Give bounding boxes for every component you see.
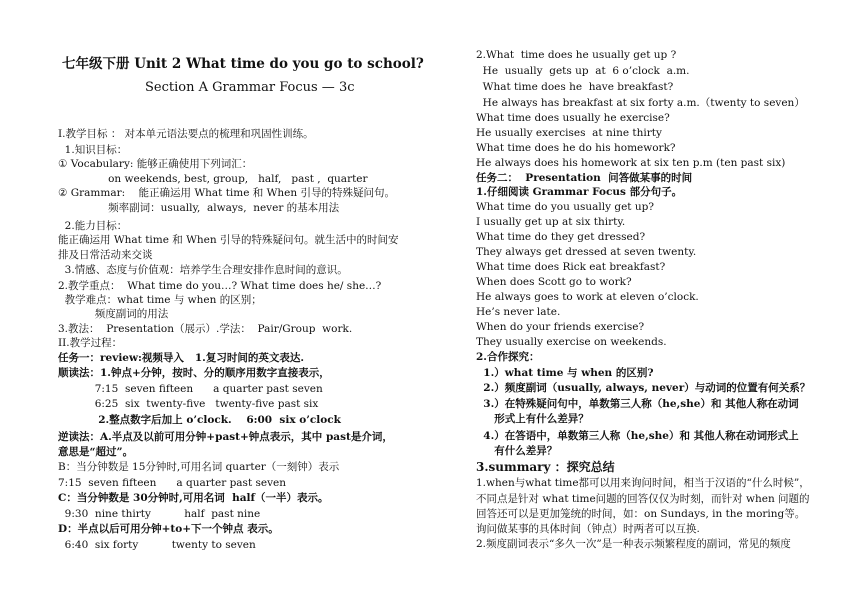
right-line-32: 2.频度副词表示“多久一次”是一种表示频繁程度的副词，常见的频度 [476, 538, 791, 550]
right-line-7: He always does his homework at six ten p.m (ten past six) [476, 157, 786, 169]
right-line-25: 4.）在答语中，单数第三人称（he,she）和 其他人称在动词形式上 [476, 430, 799, 442]
right-line-27: 3.summary ：探究总结 [476, 460, 615, 474]
left-line-5: 频率副词：usually, always, never 的基本用法 [58, 202, 340, 214]
left-line-14: II.教学过程： [58, 337, 123, 349]
left-line-16: 顺读法：1.钟点+分钟，按时、分的顺序用数字直接表示， [58, 367, 330, 379]
left-line-9: 3.情感、态度与价值观：培养学生合理安排作息时间的意识。 [58, 264, 348, 276]
left-line-20: 逆读法：A.半点及以前可用分钟+past+钟点表示，其中 past是介词， [58, 431, 393, 443]
left-line-21: 意思是“超过”。 [58, 446, 134, 458]
right-line-23: 3.）在特殊疑问句中，单数第三人称（he,she）和 其他人称在动词 [476, 398, 799, 410]
right-line-17: He’s never late. [476, 306, 561, 318]
right-line-22: 2.）频度副词（usually, always, never）与动词的位置有何关系？ [476, 382, 811, 394]
left-line-7: 能正确运用 What time 和 When 引导的特殊疑问句。就生活中的时间安 [58, 234, 399, 246]
right-line-29: 不同点是针对 what time问题的回答仅仅为时刻，而针对 when 问题的 [476, 493, 810, 505]
right-line-28: 1.when与what time都可以用来询问时间，相当于汉语的“什么时候”， [476, 477, 810, 489]
right-line-5: He usually exercises at nine thirty [476, 127, 662, 139]
left-line-19: 2.整点数字后加上 o’clock. 6:00 six o’clock [58, 414, 341, 426]
right-line-0: 2.What time does he usually get up ? [476, 49, 677, 61]
right-line-20: 2.合作探究： [476, 351, 540, 363]
right-line-16: He always goes to work at eleven o’clock. [476, 291, 699, 303]
right-line-10: What time do you usually get up? [476, 201, 654, 213]
left-line-10: 2.教学重点： What time do you…? What time does he/ she…? [58, 280, 382, 292]
right-line-18: When do your friends exercise? [476, 321, 645, 333]
right-line-21: 1.）what time 与 when 的区别? [476, 367, 654, 379]
right-line-6: What time does he do his homework? [476, 142, 676, 154]
right-line-14: What time does Rick eat breakfast? [476, 261, 666, 273]
right-line-26: 有什么差异？ [476, 445, 558, 457]
right-line-11: I usually get up at six thirty. [476, 216, 626, 228]
right-line-30: 回答还可以是更加笼统的时间，如：on Sundays, in the moring等。 [476, 508, 806, 520]
page-subtitle: Section A Grammar Focus — 3c [145, 80, 355, 95]
left-line-24: C：当分钟数是 30分钟时,可用名词 half（一半）表示。 [58, 492, 329, 504]
right-line-2: What time does he have breakfast? [476, 81, 674, 93]
left-line-12: 频度副词的用法 [58, 308, 169, 320]
left-line-3: on weekends, best, group, half, past , quarter [58, 173, 368, 185]
left-line-18: 6:25 six twenty-five twenty-five past six [58, 398, 319, 410]
left-line-8: 排及日常活动来交谈 [58, 249, 153, 261]
left-line-23: 7:15 seven fifteen a quarter past seven [58, 477, 287, 489]
left-line-1: 1.知识目标： [58, 144, 128, 156]
left-line-25: 9:30 nine thirty half past nine [58, 508, 261, 520]
page-title: 七年级下册 Unit 2 What time do you go to school? [62, 56, 424, 72]
left-line-26: D：半点以后可用分钟+to+下一个钟点 表示。 [58, 523, 279, 535]
left-line-22: B：当分钟数是 15分钟时,可用名词 quarter（一刻钟）表示 [58, 461, 340, 473]
left-line-2: ① Vocabulary: 能够正确使用下列词汇： [58, 158, 253, 170]
left-line-13: 3.教法： Presentation（展示）.学法： Pair/Group work. [58, 323, 353, 335]
left-line-0: I.教学目标 ： 对本单元语法要点的梳理和巩固性训练。 [58, 128, 314, 140]
left-line-17: 7:15 seven fifteen a quarter past seven [58, 383, 323, 395]
right-line-8: 任务二： Presentation 问答做某事的时间 [476, 172, 693, 184]
left-line-27: 6:40 six forty twenty to seven [58, 539, 256, 551]
right-line-19: They usually exercise on weekends. [476, 336, 667, 348]
right-line-9: 1.仔细阅读 Grammar Focus 部分句子。 [476, 186, 683, 198]
right-line-15: When does Scott go to work? [476, 276, 632, 288]
right-line-13: They always get dressed at seven twenty. [476, 246, 697, 258]
left-line-15: 任务一：review:视频导入 1.复习时间的英文表达. [58, 352, 304, 364]
right-line-1: He usually gets up at 6 o’clock a.m. [476, 65, 690, 77]
right-line-24: 形式上有什么差异？ [476, 413, 589, 425]
right-line-4: What time does usually he exercise? [476, 112, 670, 124]
left-line-11: 教学难点：what time 与 when 的区别； [58, 294, 262, 306]
left-line-6: 2.能力目标： [58, 220, 128, 232]
left-line-4: ② Grammar: 能正确运用 What time 和 When 引导的特殊疑问句。 [58, 187, 395, 199]
right-line-3: He always has breakfast at six forty a.m.（twenty to seven） [476, 97, 805, 109]
right-line-31: 询问做某事的具体时间（钟点）时两者可以互换. [476, 523, 700, 535]
right-line-12: What time do they get dressed? [476, 231, 646, 243]
